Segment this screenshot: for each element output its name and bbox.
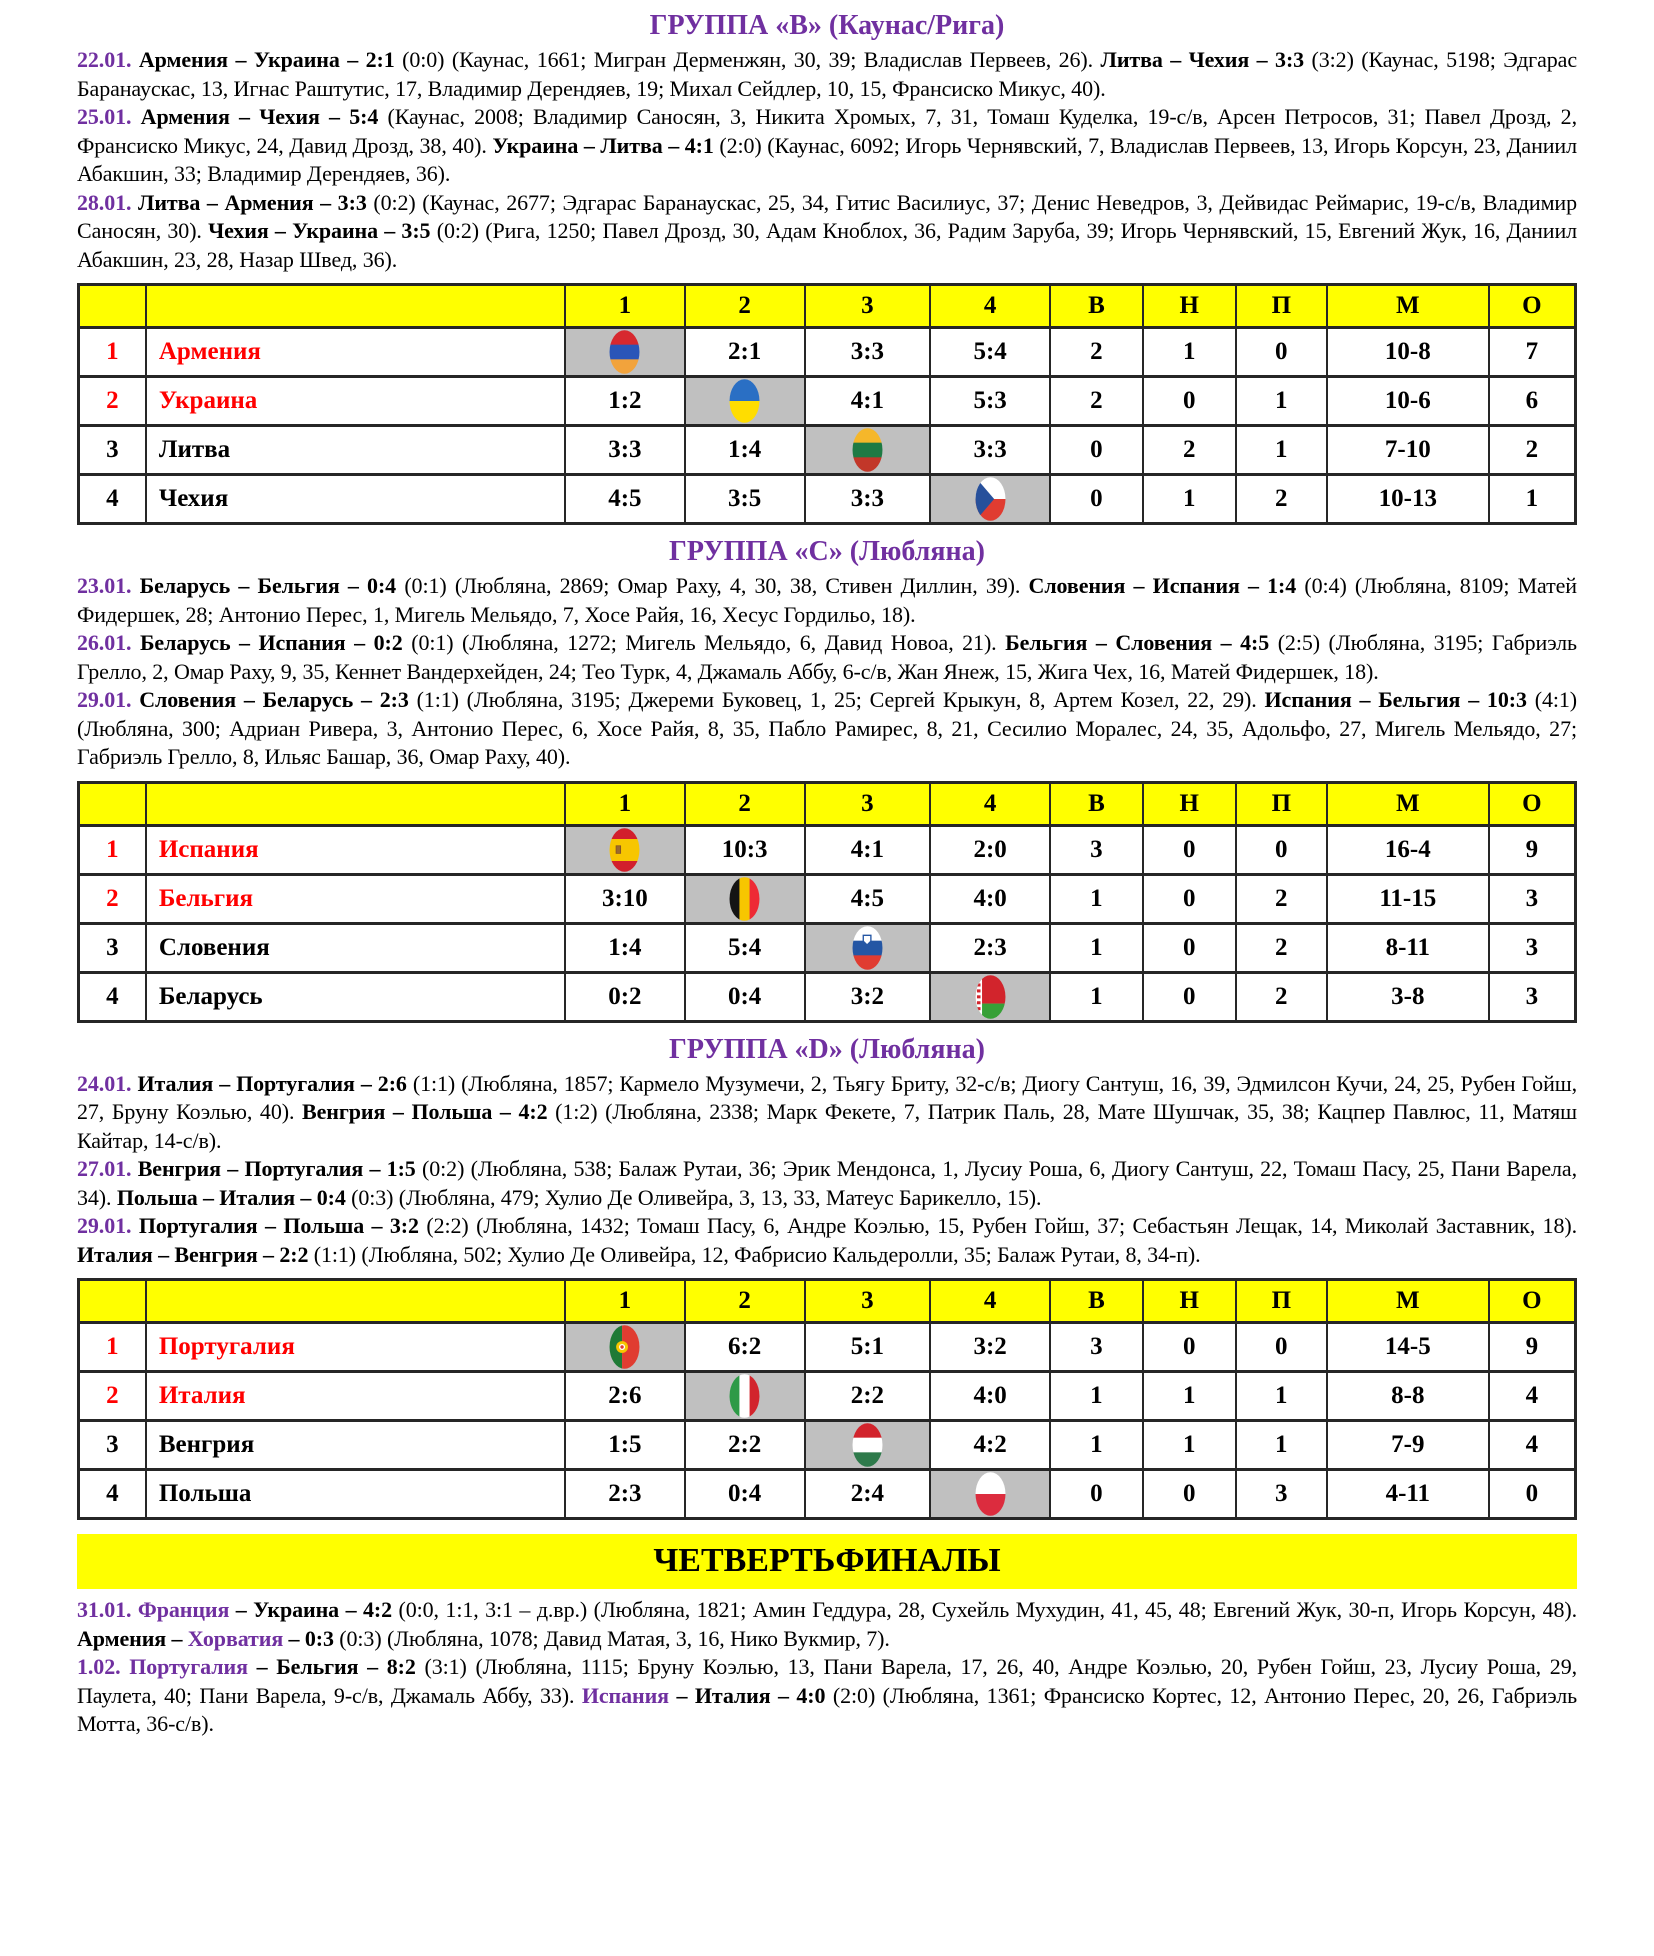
match-result: Италия – Португалия – 2:6 <box>137 1070 413 1096</box>
score-cell: 4:0 <box>930 874 1050 923</box>
match-report-paragraph <box>77 1596 1577 1653</box>
standings-header-row <box>79 285 1576 328</box>
spain-flag-icon <box>609 828 640 872</box>
score-cell: 4:1 <box>805 377 931 426</box>
goals-diff-cell: 7-9 <box>1327 1421 1489 1470</box>
standings-table <box>77 781 1577 1023</box>
own-flag-cell <box>930 1470 1050 1519</box>
match-details: (0:3) (Любляна, 479; Хулио Де Оливейра, 3, 13, 33, Матеус Барикелло, 15). <box>351 1184 1042 1210</box>
match-date: 28.01. <box>77 189 139 215</box>
match-date: 29.01. <box>77 1213 139 1238</box>
belgium-flag-icon <box>729 877 760 921</box>
match-result: Армения – Украина – 2:1 <box>138 47 403 72</box>
goals-diff-cell: 8-8 <box>1327 1372 1489 1421</box>
own-flag-cell <box>685 377 805 426</box>
column-header: Н <box>1143 782 1236 825</box>
points-cell: 4 <box>1489 1421 1576 1470</box>
match-result: Бельгия – Словения – 4:5 <box>1005 630 1278 655</box>
column-header: Н <box>1143 1280 1236 1323</box>
match-result: – Украина – 4:2 <box>229 1597 399 1622</box>
match-details: (0:1) (Любляна, 1272; Мигель Мельядо, 6, Давид Новоа, 21). <box>411 630 1006 655</box>
wins-cell: 2 <box>1050 377 1143 426</box>
winner-team-name: Испания <box>581 1682 669 1708</box>
column-header <box>79 1280 146 1323</box>
match-result: – Бельгия – 8:2 <box>247 1654 425 1679</box>
team-name-cell: Испания <box>146 825 565 874</box>
match-result: Беларусь – Испания – 0:2 <box>139 630 412 655</box>
own-flag-cell <box>930 475 1050 524</box>
draws-cell: 2 <box>1143 426 1236 475</box>
points-cell: 9 <box>1489 825 1576 874</box>
match-details: (0:2) (Каунас, 2677; Эдгарас Баранаускас, 25, 34, Гитис Василиус, 37; Денис Неведров, 3, Дейвидас Реймарис, 19-с/в, Владимир Саносян, 30). <box>77 189 1577 243</box>
goals-diff-cell: 10-13 <box>1327 475 1489 524</box>
position-cell: 3 <box>79 1421 146 1470</box>
standings-table <box>77 283 1577 525</box>
score-cell: 3:2 <box>805 972 931 1021</box>
winner-team-name: Португалия <box>129 1654 248 1679</box>
team-name-cell: Польша <box>146 1470 565 1519</box>
match-details: (0:2) (Рига, 1250; Павел Дрозд, 30, Адам Кноблох, 36, Радим Заруба, 39; Игорь Чернявский, 15, Евгений Жук, 16, Даниил Абакшин, 23, 28, Назар Швед, 36). <box>77 218 1577 272</box>
armenia-flag-icon <box>609 330 640 374</box>
points-cell: 1 <box>1489 475 1576 524</box>
match-result: Словения – Испания – 1:4 <box>1028 573 1305 598</box>
score-cell: 1:2 <box>565 377 685 426</box>
draws-cell: 1 <box>1143 475 1236 524</box>
belarus-flag-icon <box>975 975 1006 1019</box>
column-header: В <box>1050 782 1143 825</box>
match-report-paragraph <box>77 46 1577 103</box>
own-flag-cell <box>685 1372 805 1421</box>
wins-cell: 2 <box>1050 328 1143 377</box>
team-name-cell: Беларусь <box>146 972 565 1021</box>
score-cell: 5:4 <box>930 328 1050 377</box>
column-header: О <box>1489 782 1576 825</box>
standings-row <box>79 923 1576 972</box>
score-cell: 3:10 <box>565 874 685 923</box>
match-report-paragraph <box>77 189 1577 275</box>
italy-flag-icon <box>729 1374 760 1418</box>
column-header <box>146 285 565 328</box>
ukraine-flag-icon <box>729 379 760 423</box>
column-header <box>79 285 146 328</box>
standings-row <box>79 328 1576 377</box>
quarterfinals-banner: ЧЕТВЕРТЬФИНАЛЫ <box>77 1534 1577 1589</box>
match-result: – 0:3 <box>283 1625 340 1651</box>
slovenia-flag-icon <box>852 926 883 970</box>
group-title: ГРУППА «B» (Каунас/Рига) <box>649 10 1005 41</box>
team-name-cell: Чехия <box>146 475 565 524</box>
match-details: (3:2) (Каунас, 5198; Эдгарас Баранаускас, 13, Игнас Раштутис, 17, Владимир Дерендяев, 19; Михал Сейдлер, 10, 15, Франсиско Микус, 40). <box>77 47 1578 101</box>
team-name-cell: Венгрия <box>146 1421 565 1470</box>
position-cell: 1 <box>79 328 146 377</box>
own-flag-cell <box>805 1421 931 1470</box>
column-header: П <box>1236 1280 1327 1323</box>
score-cell: 4:5 <box>805 874 931 923</box>
score-cell: 5:1 <box>805 1323 931 1372</box>
score-cell: 3:3 <box>805 475 931 524</box>
match-details: (0:0) (Каунас, 1661; Мигран Дерменжян, 30, 39; Владислав Первеев, 26). <box>402 47 1101 72</box>
czechia-flag-icon <box>975 477 1006 521</box>
column-header: М <box>1327 1280 1489 1323</box>
match-date: 31.01. <box>77 1597 138 1622</box>
score-cell: 10:3 <box>685 825 805 874</box>
score-cell: 5:3 <box>930 377 1050 426</box>
match-details: (1:1) (Любляна, 502; Хулио Де Оливейра, 12, Фабрисио Кальдеролли, 35; Балаж Рутаи, 8, 34-п). <box>313 1241 1201 1267</box>
match-date: 24.01. <box>77 1070 138 1096</box>
position-cell: 4 <box>79 972 146 1021</box>
column-header: 4 <box>930 285 1050 328</box>
standings-row <box>79 972 1576 1021</box>
score-cell: 3:3 <box>805 328 931 377</box>
match-date: 29.01. <box>77 687 140 712</box>
draws-cell: 1 <box>1143 1421 1236 1470</box>
column-header: П <box>1236 782 1327 825</box>
score-cell: 0:4 <box>685 1470 805 1519</box>
match-result: Польша – Италия – 0:4 <box>116 1184 352 1210</box>
score-cell: 2:3 <box>565 1470 685 1519</box>
match-result: Литва – Чехия – 3:3 <box>1100 47 1312 72</box>
draws-cell: 0 <box>1143 377 1236 426</box>
standings-row <box>79 825 1576 874</box>
position-cell: 2 <box>79 377 146 426</box>
team-name-cell: Украина <box>146 377 565 426</box>
position-cell: 1 <box>79 1323 146 1372</box>
own-flag-cell <box>805 923 931 972</box>
column-header: 2 <box>685 782 805 825</box>
goals-diff-cell: 11-15 <box>1327 874 1489 923</box>
standings-row <box>79 475 1576 524</box>
wins-cell: 1 <box>1050 1372 1143 1421</box>
column-header: В <box>1050 285 1143 328</box>
group-title: ГРУППА «C» (Любляна) <box>669 536 985 567</box>
own-flag-cell <box>685 874 805 923</box>
draws-cell: 0 <box>1143 825 1236 874</box>
position-cell: 4 <box>79 1470 146 1519</box>
wins-cell: 3 <box>1050 825 1143 874</box>
losses-cell: 2 <box>1236 874 1327 923</box>
goals-diff-cell: 7-10 <box>1327 426 1489 475</box>
score-cell: 2:6 <box>565 1372 685 1421</box>
losses-cell: 2 <box>1236 475 1327 524</box>
match-result: Испания – Бельгия – 10:3 <box>1264 687 1535 712</box>
team-name-cell: Армения <box>146 328 565 377</box>
position-cell: 2 <box>79 874 146 923</box>
draws-cell: 0 <box>1143 1323 1236 1372</box>
own-flag-cell <box>565 328 685 377</box>
team-name-cell: Италия <box>146 1372 565 1421</box>
score-cell: 2:0 <box>930 825 1050 874</box>
losses-cell: 0 <box>1236 328 1327 377</box>
match-date: 23.01. <box>77 573 140 598</box>
standings-row <box>79 426 1576 475</box>
portugal-flag-icon <box>609 1325 640 1369</box>
points-cell: 3 <box>1489 972 1576 1021</box>
points-cell: 2 <box>1489 426 1576 475</box>
goals-diff-cell: 10-8 <box>1327 328 1489 377</box>
column-header: 1 <box>565 782 685 825</box>
wins-cell: 1 <box>1050 874 1143 923</box>
draws-cell: 1 <box>1143 1372 1236 1421</box>
column-header: 3 <box>805 782 931 825</box>
standings-row <box>79 1323 1576 1372</box>
match-report-paragraph <box>77 1070 1577 1156</box>
column-header: 4 <box>930 1280 1050 1323</box>
match-result: Венгрия – Польша – 4:2 <box>302 1099 556 1124</box>
score-cell: 4:1 <box>805 825 931 874</box>
match-date: 26.01. <box>77 630 140 655</box>
score-cell: 3:3 <box>565 426 685 475</box>
score-cell: 2:2 <box>805 1372 931 1421</box>
standings-header-row <box>79 782 1576 825</box>
draws-cell: 0 <box>1143 874 1236 923</box>
hungary-flag-icon <box>852 1423 883 1467</box>
draws-cell: 0 <box>1143 923 1236 972</box>
losses-cell: 2 <box>1236 972 1327 1021</box>
winner-team-name: Хорватия <box>187 1625 284 1651</box>
match-details: (Каунас, 2008; Владимир Саносян, 3, Никита Хромых, 7, 31, Томаш Куделка, 19-с/в, Арсен Петросов, 31; Павел Дрозд, 2, Франсиско Микус, 24, Давид Дрозд, 38, 40). <box>77 104 1577 158</box>
points-cell: 9 <box>1489 1323 1576 1372</box>
score-cell: 0:4 <box>685 972 805 1021</box>
goals-diff-cell: 14-5 <box>1327 1323 1489 1372</box>
match-result: Армения – Чехия – 5:4 <box>140 104 388 129</box>
team-name-cell: Словения <box>146 923 565 972</box>
team-name-cell: Бельгия <box>146 874 565 923</box>
column-header: 4 <box>930 782 1050 825</box>
match-report-paragraph <box>77 1653 1577 1739</box>
losses-cell: 2 <box>1236 923 1327 972</box>
match-details: (2:5) (Любляна, 3195; Габриэль Грелло, 2, Омар Раху, 9, 35, Кеннет Вандерхейден, 24; Тео Турк, 4, Джамаль Аббу, 6-с/в, Жан Янеж, 15, Жига Чех, 16, Матей Фидершек, 18). <box>77 630 1577 684</box>
match-details: (1:2) (Любляна, 2338; Марк Фекете, 7, Патрик Паль, 28, Мате Шушчак, 35, 38; Кацпер Павлюс, 11, Матяш Кайтар, 14-с/в). <box>77 1099 1577 1153</box>
column-header <box>146 782 565 825</box>
match-details: (0:3) (Любляна, 1078; Давид Матая, 3, 16, Нико Вукмир, 7). <box>339 1625 890 1651</box>
standings-table <box>77 1278 1577 1520</box>
draws-cell: 1 <box>1143 328 1236 377</box>
losses-cell: 0 <box>1236 825 1327 874</box>
match-date: 27.01. <box>77 1156 138 1181</box>
match-report-paragraph <box>77 686 1577 772</box>
match-details: (2:0) (Любляна, 1361; Франсиско Кортес, 12, Антонио Перес, 20, 26, Габриэль Мотта, 36-с/в). <box>77 1682 1578 1736</box>
goals-diff-cell: 3-8 <box>1327 972 1489 1021</box>
score-cell: 6:2 <box>685 1323 805 1372</box>
winner-team-name: Франция <box>137 1597 230 1622</box>
match-report-paragraph <box>77 1155 1577 1212</box>
column-header: В <box>1050 1280 1143 1323</box>
points-cell: 4 <box>1489 1372 1576 1421</box>
match-details: (0:0, 1:1, 3:1 – д.вр.) (Любляна, 1821; Амин Геддура, 28, Сухейль Мухудин, 41, 45, 48; Евгений Жук, 30-п, Игорь Корсун, 48). <box>398 1597 1577 1622</box>
tournament-report <box>77 9 1577 1739</box>
column-header: 3 <box>805 1280 931 1323</box>
column-header: 2 <box>685 285 805 328</box>
match-result: Украина – Литва – 4:1 <box>492 132 720 158</box>
match-result: Армения – <box>77 1625 188 1651</box>
wins-cell: 3 <box>1050 1323 1143 1372</box>
match-date: 25.01. <box>77 104 141 129</box>
lithuania-flag-icon <box>852 428 883 472</box>
match-result: Беларусь – Бельгия – 0:4 <box>139 573 405 598</box>
column-header: 3 <box>805 285 931 328</box>
own-flag-cell <box>565 1323 685 1372</box>
match-result: Венгрия – Португалия – 1:5 <box>137 1156 423 1181</box>
match-result: Италия – Венгрия – 2:2 <box>77 1241 314 1267</box>
column-header: Н <box>1143 285 1236 328</box>
losses-cell: 1 <box>1236 1372 1327 1421</box>
match-result: Литва – Армения – 3:3 <box>138 189 374 215</box>
match-details: (2:2) (Любляна, 1432; Томаш Пасу, 6, Андре Коэлью, 15, Рубен Гойш, 37; Себастьян Лещак, 14, Миколай Заставник, 18). <box>426 1213 1577 1238</box>
poland-flag-icon <box>975 1472 1006 1516</box>
position-cell: 3 <box>79 426 146 475</box>
score-cell: 0:2 <box>565 972 685 1021</box>
position-cell: 4 <box>79 475 146 524</box>
score-cell: 3:5 <box>685 475 805 524</box>
match-details: (1:1) (Любляна, 1857; Кармело Музумечи, 2, Тьягу Бриту, 32-с/в; Диогу Сантуш, 16, 39, Эдмилсон Кучи, 24, 25, Рубен Гойш, 27, Бруну Коэлью, 40). <box>77 1070 1577 1124</box>
match-date: 1.02. <box>77 1654 130 1679</box>
column-header: М <box>1327 285 1489 328</box>
match-details: (0:4) (Любляна, 8109; Матей Фидершек, 28; Антонио Перес, 1, Мигель Мельядо, 7, Хосе Райя, 16, Хесус Гордильо, 18). <box>77 573 1577 627</box>
match-report-paragraph <box>77 1212 1577 1269</box>
match-details: (3:1) (Любляна, 1115; Бруну Коэлью, 13, Пани Варела, 17, 26, 40, Андре Коэлью, 20, Рубен Гойш, 23, Лусиу Роша, 29, Паулета, 40; Пани Варела, 9-с/в, Джамаль Аббу, 33). <box>77 1654 1577 1708</box>
column-header: П <box>1236 285 1327 328</box>
standings-row <box>79 1372 1576 1421</box>
own-flag-cell <box>930 972 1050 1021</box>
standings-row <box>79 874 1576 923</box>
match-details: (1:1) (Любляна, 3195; Джереми Буковец, 1, 25; Сергей Крыкун, 8, Артем Козел, 22, 29). <box>416 687 1265 712</box>
match-result: Португалия – Польша – 3:2 <box>138 1213 427 1238</box>
score-cell: 2:3 <box>930 923 1050 972</box>
column-header: 2 <box>685 1280 805 1323</box>
goals-diff-cell: 16-4 <box>1327 825 1489 874</box>
standings-row <box>79 1421 1576 1470</box>
score-cell: 2:1 <box>685 328 805 377</box>
score-cell: 3:3 <box>930 426 1050 475</box>
score-cell: 1:4 <box>565 923 685 972</box>
column-header <box>146 1280 565 1323</box>
column-header: О <box>1489 1280 1576 1323</box>
score-cell: 1:5 <box>565 1421 685 1470</box>
points-cell: 7 <box>1489 328 1576 377</box>
points-cell: 3 <box>1489 874 1576 923</box>
column-header: 1 <box>565 1280 685 1323</box>
group-title: ГРУППА «D» (Любляна) <box>669 1033 985 1065</box>
team-name-cell: Литва <box>146 426 565 475</box>
wins-cell: 1 <box>1050 923 1143 972</box>
wins-cell: 0 <box>1050 475 1143 524</box>
match-report-paragraph <box>77 103 1577 189</box>
match-date: 22.01. <box>77 47 139 72</box>
column-header: М <box>1327 782 1489 825</box>
losses-cell: 1 <box>1236 377 1327 426</box>
points-cell: 3 <box>1489 923 1576 972</box>
own-flag-cell <box>805 426 931 475</box>
match-details: (2:0) (Каунас, 6092; Игорь Чернявский, 7, Владислав Первеев, 13, Игорь Корсун, 23, Даниил Абакшин, 33; Владимир Дерендяев, 36). <box>77 132 1577 186</box>
score-cell: 1:4 <box>685 426 805 475</box>
score-cell: 4:0 <box>930 1372 1050 1421</box>
goals-diff-cell: 10-6 <box>1327 377 1489 426</box>
losses-cell: 3 <box>1236 1470 1327 1519</box>
points-cell: 6 <box>1489 377 1576 426</box>
losses-cell: 0 <box>1236 1323 1327 1372</box>
score-cell: 3:2 <box>930 1323 1050 1372</box>
column-header: 1 <box>565 285 685 328</box>
wins-cell: 1 <box>1050 1421 1143 1470</box>
losses-cell: 1 <box>1236 426 1327 475</box>
match-result: Словения – Беларусь – 2:3 <box>139 687 417 712</box>
match-details: (0:2) (Любляна, 538; Балаж Рутаи, 36; Эрик Мендонса, 1, Лусиу Роша, 6, Диогу Сантуш, 22, Томаш Пасу, 25, Пани Варела, 34). <box>77 1156 1577 1210</box>
goals-diff-cell: 4-11 <box>1327 1470 1489 1519</box>
wins-cell: 0 <box>1050 1470 1143 1519</box>
team-name-cell: Португалия <box>146 1323 565 1372</box>
column-header <box>79 782 146 825</box>
standings-header-row <box>79 1280 1576 1323</box>
match-result: – Италия – 4:0 <box>668 1682 833 1708</box>
column-header: О <box>1489 285 1576 328</box>
position-cell: 2 <box>79 1372 146 1421</box>
position-cell: 1 <box>79 825 146 874</box>
score-cell: 5:4 <box>685 923 805 972</box>
draws-cell: 0 <box>1143 972 1236 1021</box>
standings-row <box>79 1470 1576 1519</box>
losses-cell: 1 <box>1236 1421 1327 1470</box>
match-details: (0:1) (Любляна, 2869; Омар Раху, 4, 30, 38, Стивен Диллин, 39). <box>404 573 1029 598</box>
draws-cell: 0 <box>1143 1470 1236 1519</box>
wins-cell: 1 <box>1050 972 1143 1021</box>
points-cell: 0 <box>1489 1470 1576 1519</box>
score-cell: 2:2 <box>685 1421 805 1470</box>
score-cell: 4:2 <box>930 1421 1050 1470</box>
own-flag-cell <box>565 825 685 874</box>
match-report-paragraph <box>77 629 1577 686</box>
score-cell: 4:5 <box>565 475 685 524</box>
score-cell: 2:4 <box>805 1470 931 1519</box>
match-report-paragraph <box>77 572 1577 629</box>
wins-cell: 0 <box>1050 426 1143 475</box>
match-details: (4:1) (Любляна, 300; Адриан Ривера, 3, Антонио Перес, 6, Хосе Райя, 8, 35, Пабло Рамирес, 8, 21, Сесилио Моралес, 24, 35, Адольфо, 27, Мигель Мельядо, 27; Габриэль Грелло, 8, Ильяс Башар, 36, Омар Раху, 40). <box>77 687 1577 769</box>
match-result: Чехия – Украина – 3:5 <box>208 218 437 243</box>
standings-row <box>79 377 1576 426</box>
position-cell: 3 <box>79 923 146 972</box>
goals-diff-cell: 8-11 <box>1327 923 1489 972</box>
